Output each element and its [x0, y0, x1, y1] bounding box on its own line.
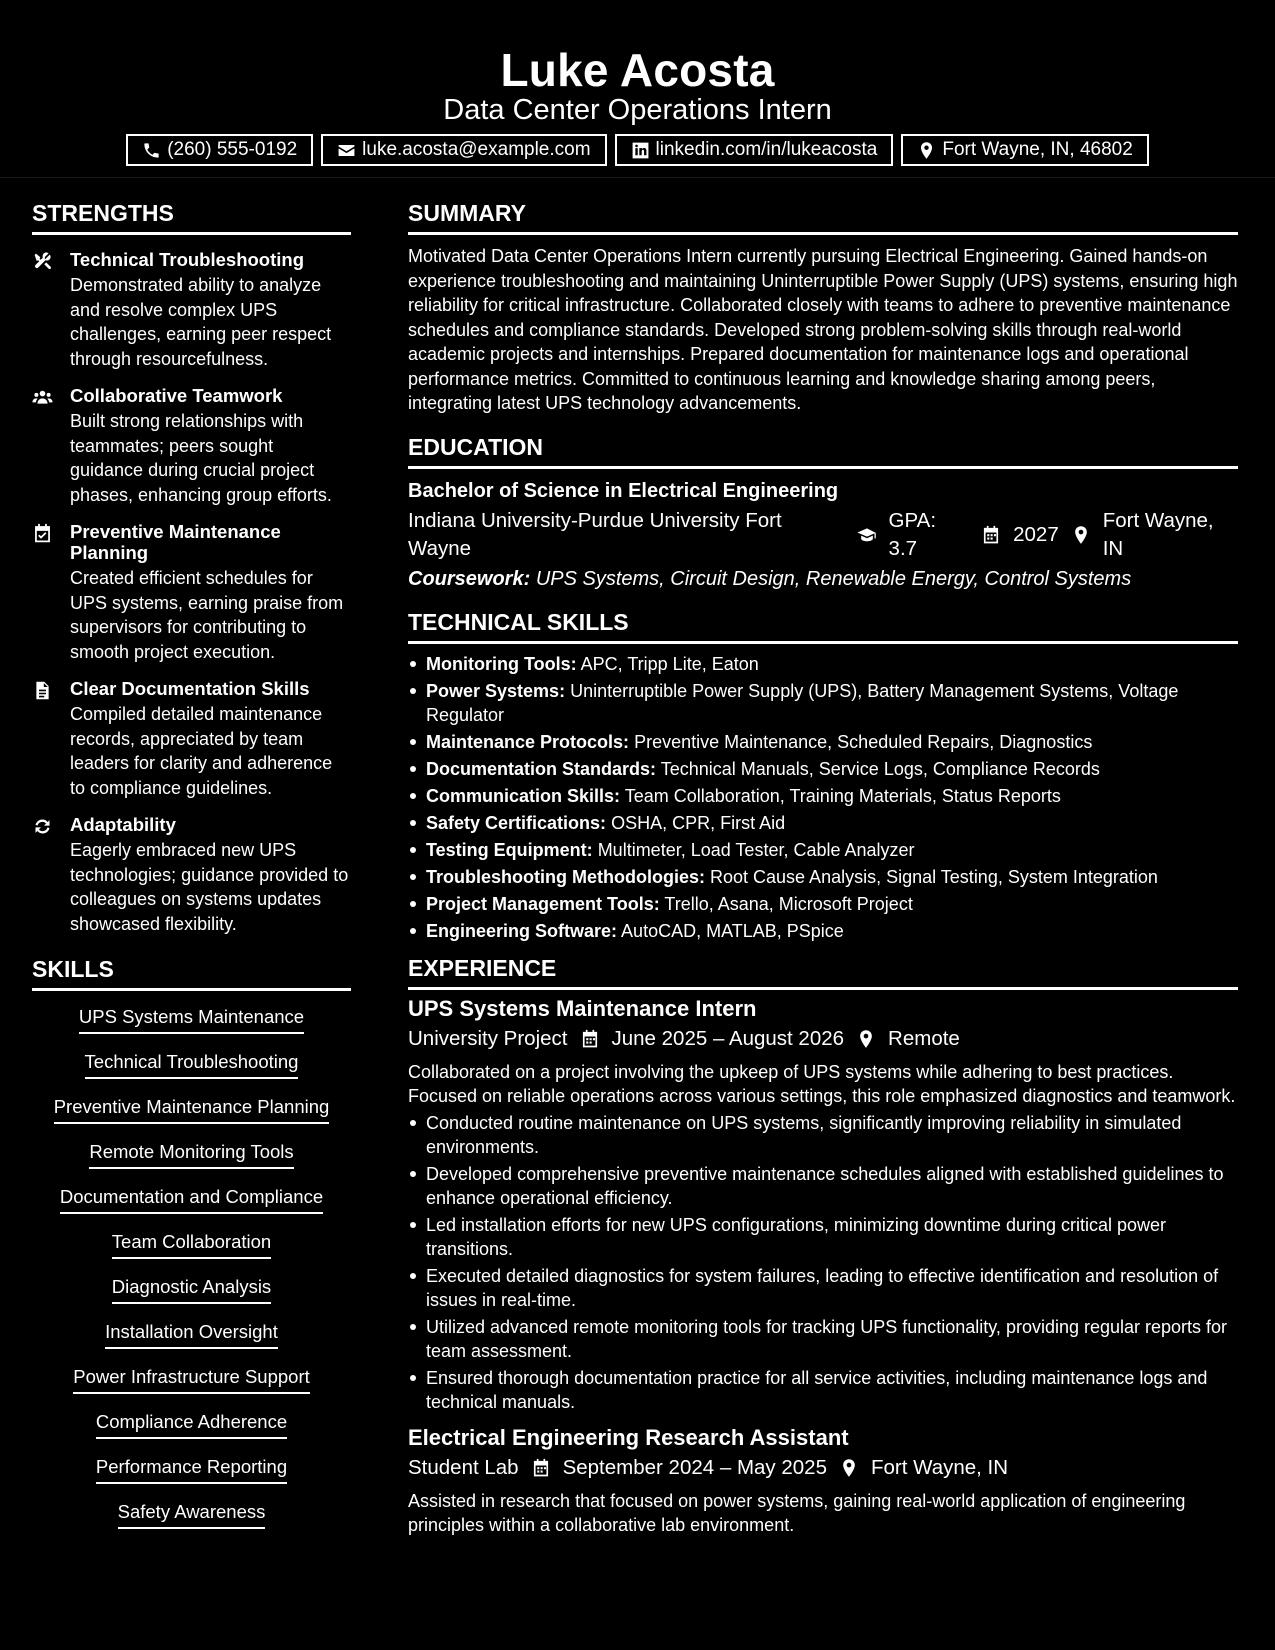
- email-text: luke.acosta@example.com: [362, 139, 591, 160]
- job-entry: [408, 995, 1238, 1414]
- strengths-heading: STRENGTHS: [32, 198, 351, 235]
- skill-tag: Compliance Adherence: [32, 1410, 351, 1455]
- users-icon: [32, 387, 53, 408]
- contact-location: [901, 134, 1148, 166]
- experience-heading: EXPERIENCE: [408, 953, 1238, 990]
- graduation-year: 2027: [1013, 522, 1059, 546]
- strength-title: Collaborative Teamwork: [70, 385, 283, 406]
- list-item: Monitoring Tools: APC, Tripp Lite, Eaton: [408, 652, 1238, 676]
- list-item: Communication Skills: Team Collaboration, Training Materials, Status Reports: [408, 784, 1238, 808]
- list-item: Documentation Standards: Technical Manuals, Service Logs, Compliance Records: [408, 757, 1238, 781]
- degree-title: Bachelor of Science in Electrical Engineering: [408, 479, 839, 502]
- job-dates: June 2025 – August 2026: [611, 1026, 845, 1050]
- technical-skills-list: [408, 652, 1238, 943]
- linkedin-text: linkedin.com/in/lukeacosta: [655, 139, 878, 160]
- list-item: Utilized advanced remote monitoring tools for tracking UPS functionality, providing regular reports for team assessment.: [408, 1315, 1238, 1363]
- list-item: Developed comprehensive preventive maintenance schedules aligned with established guidelines to enhance operational efficiency.: [408, 1162, 1238, 1210]
- job-location: Remote: [888, 1026, 960, 1050]
- strength-item: [32, 678, 351, 800]
- list-item: Led installation efforts for new UPS configurations, minimizing downtime during critical power transitions.: [408, 1213, 1238, 1261]
- job-title: Electrical Engineering Research Assistant: [408, 1424, 849, 1450]
- graduation-cap-icon: [857, 525, 877, 545]
- job-org: Student Lab: [408, 1455, 519, 1479]
- list-item: Conducted routine maintenance on UPS systems, significantly improving reliability in simulated environments.: [408, 1111, 1238, 1159]
- strength-item: [32, 521, 351, 664]
- calendar-icon: [531, 1458, 551, 1478]
- list-item: Safety Certifications: OSHA, CPR, First Aid: [408, 811, 1238, 835]
- job-title: UPS Systems Maintenance Intern: [408, 995, 757, 1021]
- strength-desc: Built strong relationships with teammates; peers sought guidance during crucial project phases, enhancing group efforts.: [70, 411, 332, 505]
- linkedin-icon: [631, 141, 650, 160]
- calendar-icon: [580, 1029, 600, 1049]
- skill-tag: Safety Awareness: [32, 1500, 351, 1545]
- skills-heading: SKILLS: [32, 954, 351, 991]
- strength-desc: Created efficient schedules for UPS systems, earning praise from supervisors for contributing to smooth project execution.: [70, 568, 344, 662]
- job-dates: September 2024 – May 2025: [562, 1455, 827, 1479]
- strength-title: Technical Troubleshooting: [70, 249, 305, 270]
- coursework: Coursework: UPS Systems, Circuit Design, Renewable Energy, Control Systems: [408, 567, 1132, 590]
- location-text: Fort Wayne, IN, 46802: [942, 139, 1133, 160]
- skill-tag: UPS Systems Maintenance: [32, 1005, 351, 1050]
- school-name: Indiana University-Purdue University Fort Wayne: [408, 508, 782, 560]
- document-icon: [32, 680, 53, 701]
- strength-item: [32, 814, 351, 936]
- contact-phone[interactable]: [126, 134, 313, 166]
- gpa-text: GPA: 3.7: [888, 508, 937, 560]
- skill-tag: Team Collaboration: [32, 1230, 351, 1275]
- map-pin-icon: [917, 141, 936, 160]
- list-item: Testing Equipment: Multimeter, Load Tester, Cable Analyzer: [408, 838, 1238, 862]
- strength-title: Preventive Maintenance Planning: [70, 521, 281, 563]
- contact-linkedin[interactable]: [615, 134, 894, 166]
- job-description: Collaborated on a project involving the upkeep of UPS systems while adhering to best practices. Focused on reliable operations across various settings, this role emphasized diagnostics and teamwork.: [408, 1061, 1236, 1106]
- job-entry: [408, 1424, 1238, 1538]
- job-meta: [408, 1025, 1238, 1053]
- list-item: Troubleshooting Methodologies: Root Cause Analysis, Signal Testing, System Integration: [408, 865, 1238, 889]
- calendar-check-icon: [32, 523, 53, 544]
- strength-desc: Eagerly embraced new UPS technologies; guidance provided to colleagues on systems updates showcased flexibility.: [70, 840, 349, 934]
- map-pin-icon: [839, 1458, 859, 1478]
- job-meta: [408, 1454, 1238, 1482]
- right-column: [408, 178, 1238, 1538]
- technical-skills-heading: TECHNICAL SKILLS: [408, 607, 1238, 644]
- contact-bar: [0, 134, 1275, 166]
- candidate-name: Luke Acosta: [500, 44, 775, 96]
- sync-icon: [32, 816, 53, 837]
- list-item: Maintenance Protocols: Preventive Maintenance, Scheduled Repairs, Diagnostics: [408, 730, 1238, 754]
- strength-desc: Compiled detailed maintenance records, appreciated by team leaders for clarity and adherence to compliance guidelines.: [70, 704, 333, 798]
- job-org: University Project: [408, 1026, 568, 1050]
- skill-tag: Remote Monitoring Tools: [32, 1140, 351, 1185]
- candidate-title: Data Center Operations Intern: [443, 94, 832, 126]
- strength-title: Clear Documentation Skills: [70, 678, 310, 699]
- map-pin-icon: [1071, 525, 1091, 545]
- skill-tag: Preventive Maintenance Planning: [32, 1095, 351, 1140]
- strength-desc: Demonstrated ability to analyze and resolve complex UPS challenges, earning peer respect through resourcefulness.: [70, 275, 332, 369]
- list-item: Project Management Tools: Trello, Asana, Microsoft Project: [408, 892, 1238, 916]
- skill-tag: Diagnostic Analysis: [32, 1275, 351, 1320]
- contact-email[interactable]: [321, 134, 606, 166]
- strength-title: Adaptability: [70, 814, 176, 835]
- job-location: Fort Wayne, IN: [870, 1455, 1009, 1479]
- map-pin-icon: [856, 1029, 876, 1049]
- strength-item: [32, 385, 351, 507]
- skills-list: [32, 991, 351, 1545]
- phone-text: (260) 555-0192: [167, 139, 298, 160]
- calendar-icon: [981, 525, 1001, 545]
- list-item: Power Systems: Uninterruptible Power Supply (UPS), Battery Management Systems, Voltage Regulator: [408, 679, 1238, 727]
- summary-heading: SUMMARY: [408, 198, 1238, 235]
- summary-text: Motivated Data Center Operations Intern currently pursuing Electrical Engineering. Gained hands-on experience troubleshooting and maintaining Uninterruptible Power Supply (UPS) systems, ensuring high reliability for critical infrastructure. Collaborated closely with teams to adhere to preventive maintenance schedules and compliance standards. Developed strong problem-solving skills through real-world academic projects and internships. Prepared documentation for maintenance logs and operational performance metrics. Committed to continuous learning and knowledge sharing among peers, integrating latest UPS technology advancements.: [408, 246, 1238, 413]
- skill-tag: Documentation and Compliance: [32, 1185, 351, 1230]
- skill-tag: Performance Reporting: [32, 1455, 351, 1500]
- job-bullets: [408, 1111, 1238, 1414]
- phone-icon: [142, 141, 161, 160]
- school-location: Fort Wayne, IN: [1102, 508, 1214, 560]
- list-item: Ensured thorough documentation practice for all service activities, including maintenance logs and technical manuals.: [408, 1366, 1238, 1414]
- job-description: Assisted in research that focused on power systems, gaining real-world application of engineering principles within a collaborative lab environment.: [408, 1490, 1186, 1535]
- strength-item: [32, 249, 351, 371]
- education-meta: [408, 507, 1238, 563]
- education-heading: EDUCATION: [408, 432, 1238, 469]
- left-column: [32, 178, 351, 1545]
- skill-tag: Installation Oversight: [32, 1320, 351, 1365]
- skill-tag: Technical Troubleshooting: [32, 1050, 351, 1095]
- list-item: Engineering Software: AutoCAD, MATLAB, PSpice: [408, 919, 1238, 943]
- skill-tag: Power Infrastructure Support: [32, 1365, 351, 1410]
- resume-header: [0, 0, 1275, 178]
- list-item: Executed detailed diagnostics for system failures, leading to effective identification and resolution of issues in real-time.: [408, 1264, 1238, 1312]
- envelope-icon: [337, 141, 356, 160]
- tools-icon: [32, 251, 53, 272]
